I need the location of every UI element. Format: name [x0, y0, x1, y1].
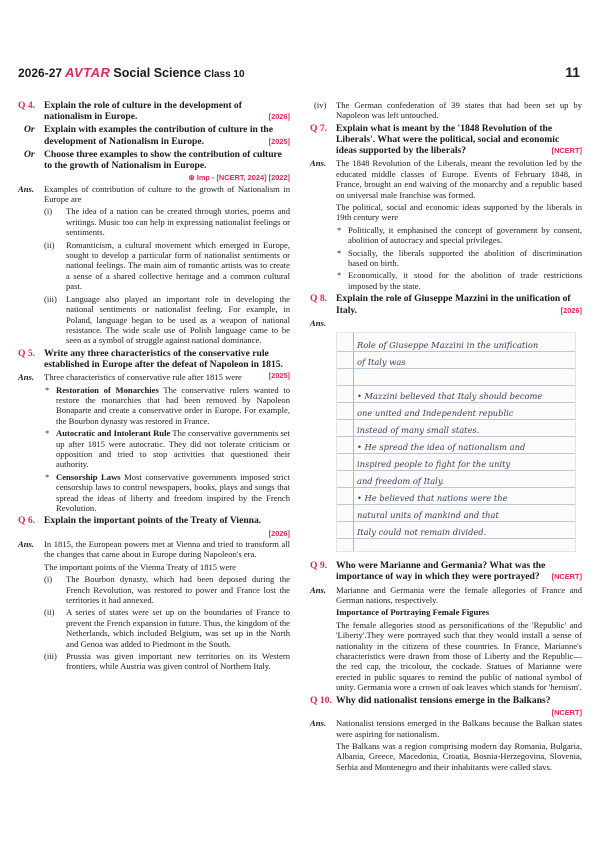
- exam-tag: [2026]: [268, 112, 290, 122]
- bullet-icon: *: [45, 471, 50, 482]
- ruled-line: [337, 504, 575, 505]
- item-text: The idea of a nation can be created through stories, poems and writings. Music too can help in expressing nationalist feelings or sentiments.: [66, 206, 290, 238]
- exam-tag: [NCERT]: [551, 707, 582, 717]
- answer-4-list: [18, 206, 290, 345]
- item-text: The conservative governments set up after 1815 were autocratic. They did not tolerate criticism or opposition and tried to stop activities that questioned their authority.: [56, 428, 290, 470]
- list-item: [44, 294, 290, 346]
- or-label: Or: [24, 148, 35, 160]
- list-item: [336, 225, 582, 246]
- item-text: The conservative rulers wanted to restore the monarchies that had been removed by Napoleon Bonaparte and create a conservative order in Europe. For example, the Bourbon dynasty was restored in France.: [56, 384, 290, 426]
- question-text: Why did nationalist tensions emerge in the Balkans?: [336, 694, 551, 706]
- question-text: Explain with examples the contribution of culture in the development of Nationalism in Europe.: [44, 124, 274, 147]
- list-item: [314, 100, 582, 121]
- edition-year: 2026-27: [18, 66, 63, 80]
- item-heading: Censorship Laws: [56, 471, 121, 482]
- question-4: [18, 100, 290, 122]
- exam-tag: [NCERT]: [551, 572, 582, 582]
- brand-logo: AVTAR: [65, 65, 111, 80]
- question-6: [18, 515, 290, 526]
- answer-7: [310, 158, 582, 200]
- item-number: (ii): [44, 607, 55, 618]
- exam-tag: [NCERT]: [551, 146, 582, 156]
- answer-label: Ans.: [18, 372, 35, 383]
- bullet-icon: *: [337, 224, 342, 235]
- list-item: [336, 270, 582, 291]
- subject-title: Social Science: [113, 66, 201, 80]
- list-item: [44, 428, 290, 470]
- answer-6-list-continued: [310, 100, 582, 121]
- answer-6: [18, 539, 290, 560]
- ruled-line: [337, 402, 575, 403]
- item-heading: Autocratic and Intolerant Rule: [56, 428, 171, 439]
- ruled-line: [337, 351, 575, 352]
- item-number: (iii): [44, 651, 57, 662]
- answer-label: Ans.: [18, 539, 35, 550]
- handwritten-line: inspired people to fight for the unity: [357, 459, 511, 470]
- page-header: [18, 64, 582, 104]
- item-heading: Restoration of Monarchies: [56, 384, 159, 395]
- exam-tag: [2026]: [560, 305, 582, 315]
- item-number: (iii): [44, 293, 57, 304]
- answer-subintro: The important points of the Vienna Treaty of 1815 were: [44, 561, 236, 572]
- handwritten-line: and freedom of Italy.: [357, 476, 445, 487]
- question-4-or-2: [18, 149, 290, 171]
- ruled-line: [337, 436, 575, 437]
- question-7: [310, 123, 582, 157]
- answer-subintro: The political, social and economic ideas supported by the liberals in 19th century were: [336, 202, 582, 223]
- question-number: Q 8.: [310, 293, 328, 305]
- list-item: [44, 385, 290, 427]
- question-text: Explain the role of Giuseppe Mazzini in the unification of Italy.: [336, 293, 571, 316]
- item-text: A series of states were set up on the boundaries of France to prevent the French expansion in future. Thus, the kingdom of the Netherlands, which included Belgium, was set up in the North and Genoa was added to Piedmont in the South.: [66, 607, 290, 649]
- question-number: Q 9.: [310, 560, 328, 572]
- question-number: Q 10.: [310, 694, 332, 706]
- right-column: [310, 100, 582, 774]
- left-column: [18, 100, 290, 674]
- bullet-icon: *: [45, 384, 50, 395]
- question-text: Who were Marianne and Germania? What was the importance of way in which they were portrayed?: [336, 560, 546, 583]
- bullet-icon: *: [45, 428, 50, 439]
- answer-9: [310, 585, 582, 606]
- answer-intro: The 1848 Revolution of the Liberals, meant the revolution led by the educated middle classes of Europe. Events of February 1848, in France, brought an end waiving of the monarchy and a republic based on universal male franchise was formed.: [336, 158, 582, 200]
- question-text: Explain what is meant by the '1848 Revolution of the Liberals'. What were the political, social and economic ideas supported by the liberals?: [336, 122, 560, 157]
- question-text: Choose three examples to show the contribution of culture to the growth of Nationalism in Europe.: [44, 148, 282, 172]
- answer-8: [310, 318, 582, 328]
- answer-intro: Marianne and Germania were the female allegories of France and German nations, respectively.: [336, 584, 582, 605]
- answer-4: [18, 184, 290, 205]
- question-number: Q 7.: [310, 122, 328, 134]
- item-text: Most conservative governments imposed strict censorship laws to control newspapers, books, plays and songs that spread the ideas of liberty and freedom inspired by the French Revolution.: [56, 471, 290, 513]
- exam-tag: [2025]: [268, 371, 290, 381]
- item-number: (i): [44, 574, 53, 585]
- ruled-line: [337, 453, 575, 454]
- answer-10: [310, 718, 582, 739]
- item-text: Socially, the liberals supported the abolition of discrimination based on birth.: [348, 247, 582, 269]
- question-4-or-1: [18, 124, 290, 146]
- ruled-line: [337, 419, 575, 420]
- book-title: [18, 64, 245, 82]
- bullet-icon: *: [337, 247, 342, 258]
- answer-label: Ans.: [18, 183, 35, 194]
- list-item: [44, 607, 290, 649]
- ruled-line: [337, 538, 575, 539]
- exam-tag: [2025]: [268, 136, 290, 146]
- answer-7-list: [310, 225, 582, 291]
- answer-intro: Three characteristics of conservative rule after 1815 were: [44, 372, 242, 383]
- list-item: [336, 248, 582, 269]
- question-number: Q 4.: [18, 100, 36, 111]
- or-label: Or: [24, 124, 35, 136]
- question-text: Explain the important points of the Treaty of Vienna.: [44, 515, 262, 527]
- answer-body: The female allegories stood as personifications of the 'Republic' and 'Liberty'.They were portrayed such that they would install a sense of nationality in the citizens of these countries. In France, Marianne's characteristics were drawn from those of Liberty and the Republic—the red cap, the tricolour, the cockade. Statues of Marianne were erected in public squares to remind the public of national symbol of unity. Germania wore a crown of oak leaves which stands for 'heroism'.: [336, 619, 582, 693]
- answer-label: Ans.: [310, 317, 327, 328]
- answer-subheading: Importance of Portraying Female Figures: [336, 607, 490, 618]
- handwritten-line: one united and Independent republic: [357, 408, 514, 419]
- answer-5-list: [18, 385, 290, 514]
- item-text: Prussia was given important new territories on its Western frontiers, while Austria was given control of Northern Italy.: [66, 651, 290, 672]
- item-text: Language also played an important role in developing the national sentiments or nationalist feeling. For example, in Poland, language began to be used as a weapon of national resistance. The wide scale use of Polish language came to be seen as a symbol of struggle against national dominance.: [66, 293, 290, 346]
- page-number: 11: [565, 64, 580, 80]
- answer-5: [18, 372, 290, 382]
- handwritten-line: natural units of mankind and that: [357, 510, 499, 521]
- question-10: [310, 695, 582, 706]
- handwritten-line: Italy could not remain divided.: [357, 527, 487, 538]
- list-item: [44, 206, 290, 237]
- handwritten-line: instead of many small states.: [357, 425, 480, 436]
- answer-intro: In 1815, the European powers met at Vienna and tried to transform all the changes that came about in Europe during Napoleon's era.: [44, 539, 290, 560]
- list-item: [44, 472, 290, 514]
- list-item: [44, 574, 290, 605]
- ruled-line: [337, 487, 575, 488]
- item-number: (iv): [314, 100, 327, 110]
- answer-intro: Examples of contribution of culture to the growth of Nationalism in Europe are: [44, 183, 290, 205]
- item-number: (ii): [44, 239, 55, 250]
- answer-body: The Balkans was a region comprising modern day Romania, Bulgaria, Albania, Greece, Macedonia, Croatia, Bosnia-Herzegovina, Slovenia, Serbia and Montenegro and their inhabitants were called slavs.: [336, 741, 582, 772]
- handwritten-answer-image: [336, 332, 576, 552]
- question-9: [310, 560, 582, 582]
- item-number: (i): [44, 206, 53, 217]
- question-text: Explain the role of culture in the development of nationalism in Europe.: [44, 100, 242, 123]
- handwritten-line: of Italy was: [357, 357, 406, 368]
- handwritten-line: • He believed that nations were the: [357, 493, 508, 504]
- importance-tag: ⊛ Imp - [NCERT, 2024] [2022]: [188, 173, 290, 183]
- list-item: [44, 240, 290, 292]
- handwritten-line: Role of Giuseppe Mazzini in the unification: [357, 340, 539, 351]
- question-number: Q 5.: [18, 347, 36, 359]
- question-text: Write any three characteristics of the conservative rule established in Europe after the defeat of Napoleon in 1815.: [44, 347, 283, 370]
- question-number: Q 6.: [18, 515, 36, 527]
- class-label: Class 10: [203, 69, 245, 80]
- bullet-icon: *: [337, 270, 342, 281]
- item-text: Politically, it emphasised the concept of government by consent, abolition of autocracy and special privileges.: [348, 224, 582, 246]
- answer-label: Ans.: [310, 718, 327, 729]
- ruled-line: [337, 368, 575, 369]
- item-text: The German confederation of 39 states that had been set up by Napoleon was left untouched.: [336, 100, 582, 121]
- answer-intro: Nationalist tensions emerged in the Balkans because the Balkan states were aspiring for nationalism.: [336, 718, 582, 739]
- ruled-line: [337, 521, 575, 522]
- list-item: [44, 651, 290, 672]
- ruled-line: [337, 385, 575, 386]
- item-text: The Bourbon dynasty, which had been deposed during the French Revolution, was restored to power and France lost the territories it had annexed.: [66, 574, 290, 606]
- ruled-line: [337, 470, 575, 471]
- answer-label: Ans.: [310, 158, 327, 169]
- handwritten-line: • He spread the idea of nationalism and: [357, 442, 526, 453]
- item-text: Romanticism, a cultural movement which emerged in Europe, sought to develop a particular form of nationalist sentiments or national feelings. The main aim of romantic artists was to create a sense of a shared collective heritage and a common cultural past.: [66, 239, 290, 292]
- answer-6-list: [18, 574, 290, 672]
- question-8: [310, 293, 582, 315]
- answer-label: Ans.: [310, 584, 327, 595]
- exam-tag: [2026]: [268, 528, 290, 538]
- notebook-margin: [353, 333, 354, 551]
- handwritten-line: • Mazzini believed that Italy should become: [357, 391, 543, 402]
- item-text: Economically, it stood for the abolition of trade restrictions imposed by the state.: [348, 270, 582, 291]
